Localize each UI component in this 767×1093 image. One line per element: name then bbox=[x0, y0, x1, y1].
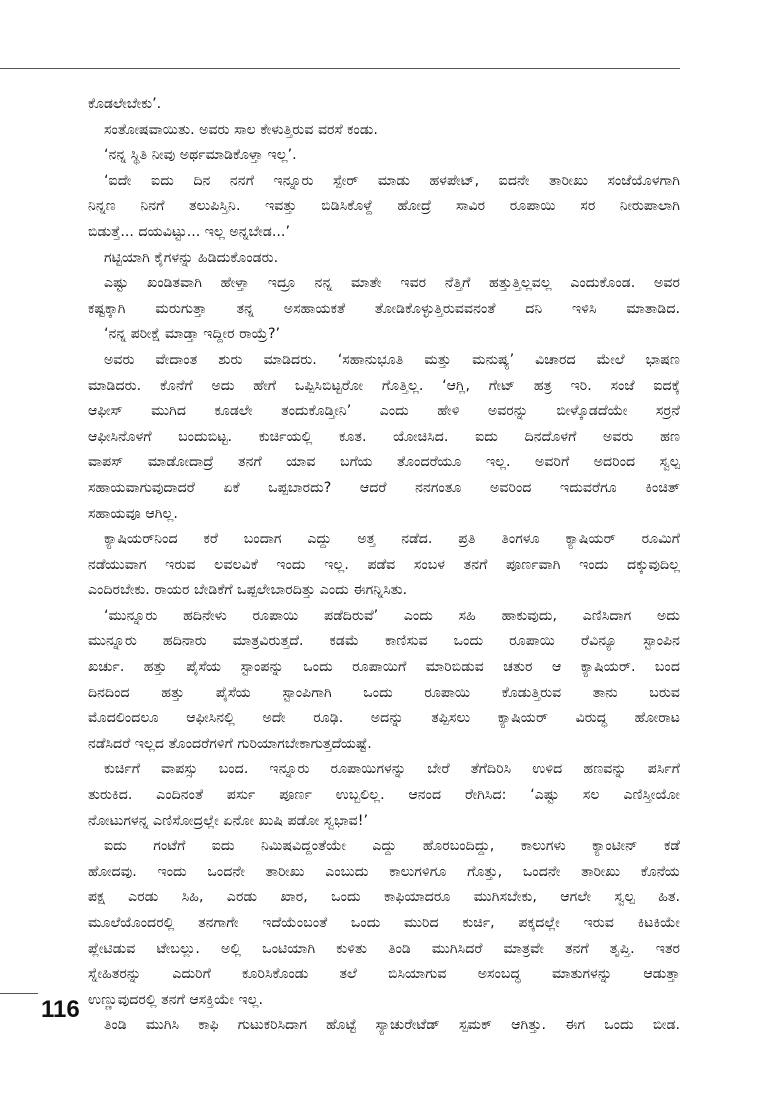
text-line: ‘ಮುನ್ನೂರು ಹದಿನೇಳು ರೂಪಾಯಿ ಪಡೆದಿರುವೆ’ ಎಂದು ಸಹಿ ಹಾಕುವುದು, ಎಣಿಸಿದಾಗ ಅದು bbox=[104, 607, 680, 624]
text-line: ಕ್ಯಾಷಿಯರ್‌ನಿಂದ ಕರೆ ಬಂದಾಗ ಎದ್ದು ಅತ್ತ ನಡೆದ. ಪ್ರತಿ ತಿಂಗಳೂ ಕ್ಯಾಷಿಯರ್ ರೂಮಿಗೆ bbox=[104, 531, 680, 548]
text-line: ಕಷ್ಟಕ್ಕಾಗಿ ಮರುಗುತ್ತಾ ತನ್ನ ಅಸಹಾಯಕತೆ ತೋಡಿಕೊಳ್ಳುತ್ತಿರುವವನಂತೆ ದನಿ ಇಳಿಸಿ ಮಾತಾಡಿದ. bbox=[88, 300, 680, 317]
text-line: ನಡೆಸಿದರೆ ಇಲ್ಲದ ತೊಂದರೆಗಳಿಗೆ ಗುರಿಯಾಗಬೇಕಾಗುತ್ತದೆಯಷ್ಟೆ. bbox=[88, 735, 372, 752]
text-line: ಐದು ಗಂಟೆಗೆ ಐದು ನಿಮಿಷವಿದ್ದಂತೆಯೇ ಎದ್ದು ಹೊರಬಂದಿದ್ದು, ಕಾಲುಗಳು ಕ್ಯಾಂಟೀನ್ ಕಡೆ bbox=[104, 838, 680, 855]
text-line: ಮೊದಲಿಂದಲೂ ಆಫೀಸಿನಲ್ಲಿ ಅದೇ ರೂಢಿ. ಅದನ್ನು ತಪ್ಪಿಸಲು ಕ್ಯಾಷಿಯರ್ ವಿರುದ್ಧ ಹೋರಾಟ bbox=[88, 710, 680, 727]
text-line: ಮಾಡಿದರು. ಕೊನೆಗೆ ಅದು ಹೇಗೆ ಒಪ್ಪಿಸಿಬಿಟ್ಟರೋ ಗೊತ್ತಿಲ್ಲ. ‘ಆಗ್ಲಿ, ಗೇಟ್ ಹತ್ರ ಇರಿ. ಸಂಜೆ ಐದಕ್ಕೆ bbox=[88, 377, 680, 394]
text-line: ಸಹಾಯವಾಗುವುದಾದರೆ ಏಕೆ ಒಪ್ಪಬಾರದು? ಆದರೆ ನನಗಂತೂ ಅವರಿಂದ ಇದುವರೆಗೂ ಕಿಂಚಿತ್ bbox=[88, 479, 680, 496]
text-line: ಮೂಲೆಯೊಂದರಲ್ಲಿ ತನಗಾಗೇ ಇದೆಯೆಂಬಂತೆ ಒಂದು ಮುರಿದ ಕುರ್ಚಿ, ಪಕ್ಕದಲ್ಲೇ ಇರುವ ಕಿಟಕಿಯೇ bbox=[88, 915, 680, 931]
text-line: ತಿಂಡಿ ಮುಗಿಸಿ ಕಾಫಿ ಗುಟುಕರಿಸಿದಾಗ ಹೊಟ್ಟೆ ಸ್ಯಾಚುರೇಟೆಡ್ ಸ್ಪಮಕ್ ಆಗಿತ್ತು. ಈಗ ಒಂದು ಬೀಡ. bbox=[104, 1017, 680, 1034]
text-line: ಕೊಡಲೇಬೇಕು’. bbox=[88, 96, 162, 112]
text-line: ದಿನದಿಂದ ಹತ್ತು ಪೈಸೆಯ ಸ್ಟಾಂಪಿಗಾಗಿ ಒಂದು ರೂಪಾಯಿ ಕೊಡುತ್ತಿರುವ ತಾನು ಬರುವ bbox=[88, 684, 680, 701]
text-line: ಪ್ಲೇಟಿಡುವ ಟೇಬಲ್ಲು. ಅಲ್ಲಿ ಒಂಟಿಯಾಗಿ ಕುಳಿತು ತಿಂಡಿ ಮುಗಿಸಿದರೆ ಮಾತ್ರವೇ ತನಗೆ ತೃಪ್ತಿ. ಇತರ bbox=[88, 940, 680, 957]
text-line: ಕುರ್ಚಿಗೆ ವಾಪಸ್ಸು ಬಂದ. ಇನ್ನೂರು ರೂಪಾಯಿಗಳನ್ನು ಬೇರೆ ತೆಗೆದಿರಿಸಿ ಉಳಿದ ಹಣವನ್ನು ಪರ್ಸಿಗೆ bbox=[104, 761, 680, 778]
text-line: ತುರುಕಿದ. ಎಂದಿನಂತೆ ಪರ್ಸು ಪೂರ್ಣ ಉಬ್ಬಲಿಲ್ಲ. ಆನಂದ ರೇಗಿಸಿದ: ‘ಎಷ್ಟು ಸಲ ಎಣಿಸ್ತೀಯೋ bbox=[88, 787, 680, 804]
text-line: ಸಹಾಯವೂ ಆಗಿಲ್ಲ. bbox=[88, 505, 178, 522]
text-line: ಆಫೀಸಿನೊಳಗೆ ಬಂದುಬಿಟ್ಟ. ಕುರ್ಚಿಯಲ್ಲಿ ಕೂತ. ಯೋಚಿಸಿದ. ಐದು ದಿನದೊಳಗೆ ಅವರು ಹಣ bbox=[88, 428, 680, 445]
text-line: ಬಿಡುತ್ತೆ... ದಯವಿಟ್ಟು... ಇಲ್ಲ ಅನ್ನಬೇಡ...’ bbox=[88, 223, 290, 240]
text-line: ಪಕ್ಷ ಎರಡು ಸಿಹಿ, ಎರಡು ಖಾರ, ಒಂದು ಕಾಫಿಯಾದರೂ ಮುಗಿಸಬೇಕು, ಆಗಲೇ ಸ್ವಲ್ಪ ಹಿತ. bbox=[88, 889, 680, 906]
text-line: ಅವರು ವೇದಾಂತ ಶುರು ಮಾಡಿದರು. ‘ಸಹಾನುಭೂತಿ ಮತ್ತು ಮನುಷ್ಯ’ ವಿಚಾರದ ಮೇಲೆ ಭಾಷಣ bbox=[104, 351, 680, 368]
footer-rule bbox=[0, 993, 38, 994]
text-line: ಸ್ನೇಹಿತರನ್ನು ಎದುರಿಗೆ ಕೂರಿಸಿಕೊಂಡು ತಲೆ ಬಿಸಿಯಾಗುವ ಅಸಂಬದ್ಧ ಮಾತುಗಳನ್ನು ಆಡುತ್ತಾ bbox=[88, 966, 680, 983]
text-line: ಆಫೀಸ್ ಮುಗಿದ ಕೂಡಲೇ ತಂದುಕೊಡ್ತೀನಿ’ ಎಂದು ಹೇಳಿ ಅವರನ್ನು ಬೀಳ್ಕೊಡದೆಯೇ ಸರ್ರನೆ bbox=[88, 403, 680, 420]
text-line: ಉಣ್ಣುವುದರಲ್ಲಿ ತನಗೆ ಆಸಕ್ತಿಯೇ ಇಲ್ಲ. bbox=[88, 991, 264, 1008]
text-line: ‘ಐದೇ ಐದು ದಿನ ನನಗೆ ಇನ್ನೂರು ಸ್ಪೇರ್ ಮಾಡು ಹಳಪೇಟ್, ಐದನೇ ತಾರೀಖು ಸಂಜೆಯೊಳಗಾಗಿ bbox=[104, 172, 680, 189]
page-number: 116 bbox=[41, 996, 80, 1023]
text-line: ಖರ್ಚು. ಹತ್ತು ಪೈಸೆಯ ಸ್ಟಾಂಪನ್ನು ಒಂದು ರೂಪಾಯಿಗೆ ಮಾರಿಬಿಡುವ ಚತುರ ಆ ಕ್ಯಾಷಿಯರ್. ಬಂದ bbox=[88, 659, 680, 676]
text-line: ಮುನ್ನೂರು ಹದಿನಾರು ಮಾತ್ರವಿರುತ್ತದೆ. ಕಡಮೆ ಕಾಣಿಸುವ ಒಂದು ರೂಪಾಯಿ ರೆವಿನ್ಯೂ ಸ್ಟಾಂಪಿನ bbox=[88, 633, 680, 650]
text-line: ನಡೆಯುವಾಗ ಇರುವ ಲವಲವಿಕೆ ಇಂದು ಇಲ್ಲ. ಪಡೆವ ಸಂಬಳ ತನಗೆ ಪೂರ್ಣವಾಗಿ ಇಂದು ದಕ್ಕುವುದಿಲ್ಲ bbox=[88, 556, 680, 573]
text-line: ಎಷ್ಟು ಖಂಡಿತವಾಗಿ ಹೇಳ್ತಾ ಇದ್ರೂ ನನ್ನ ಮಾತೇ ಇವರ ನೆತ್ತಿಗೆ ಹತ್ತುತ್ತಿಲ್ಲವಲ್ಲ ಎಂದುಕೊಂಡ. ಅವರ bbox=[104, 275, 680, 292]
header-rule bbox=[0, 68, 680, 69]
text-line: ಹೋದವು. ಇಂದು ಒಂದನೇ ತಾರೀಖು ಎಂಬುದು ಕಾಲುಗಳಿಗೂ ಗೊತ್ತು, ಒಂದನೇ ತಾರೀಖು ಕೊನೆಯ bbox=[88, 863, 680, 880]
text-line: ಎಂದಿರಬೇಕು. ರಾಯರ ಬೇಡಿಕೆಗೆ ಒಪ್ಪಲೇಬಾರದಿತ್ತು ಎಂದು ಈಗನ್ನಿಸಿತು. bbox=[88, 582, 408, 599]
text-line: ನಿನ್ನಣ ನಿನಗೆ ತಲುಪಿಸ್ತಿನಿ. ಇವತ್ತು ಬಿಡಿಸಿಕೊಳ್ದೆ ಹೋದ್ರೆ ಸಾವಿರ ರೂಪಾಯಿ ಸರ ನೀರುಪಾಲಾಗಿ bbox=[88, 198, 680, 215]
text-line: ‘ನನ್ನ ಪರೀಕ್ಷೆ ಮಾಡ್ತಾ ಇದ್ದೀರ ರಾಯ್ರೆ?’ bbox=[104, 326, 281, 343]
text-line: ಗಟ್ಟಿಯಾಗಿ ಕೈಗಳನ್ನು ಹಿಡಿದುಕೊಂಡರು. bbox=[104, 249, 279, 266]
text-line: ನೋಟುಗಳನ್ನ ಎಣಿಸೋದ್ರಲ್ಲೇ ಏನೋ ಖುಷಿ ಪಡೋ ಸ್ವಭಾವ!’ bbox=[88, 812, 368, 829]
page-body-text bbox=[88, 92, 680, 1039]
text-line: ‘ನನ್ನ ಸ್ಥಿತಿ ನೀವು ಅರ್ಥಮಾಡಿಕೊಳ್ತಾ ಇಲ್ಲ’. bbox=[104, 147, 297, 164]
text-line: ವಾಪಸ್ ಮಾಡೋದಾದ್ರೆ ತನಗೆ ಯಾವ ಬಗೆಯ ತೊಂದರೆಯೂ ಇಲ್ಲ. ಅವರಿಗೆ ಅದರಿಂದ ಸ್ವಲ್ಪ bbox=[88, 454, 680, 471]
text-line: ಸಂತೋಷವಾಯಿತು. ಅವರು ಸಾಲ ಕೇಳುತ್ತಿರುವ ವರಸೆ ಕಂಡು. bbox=[104, 121, 378, 138]
